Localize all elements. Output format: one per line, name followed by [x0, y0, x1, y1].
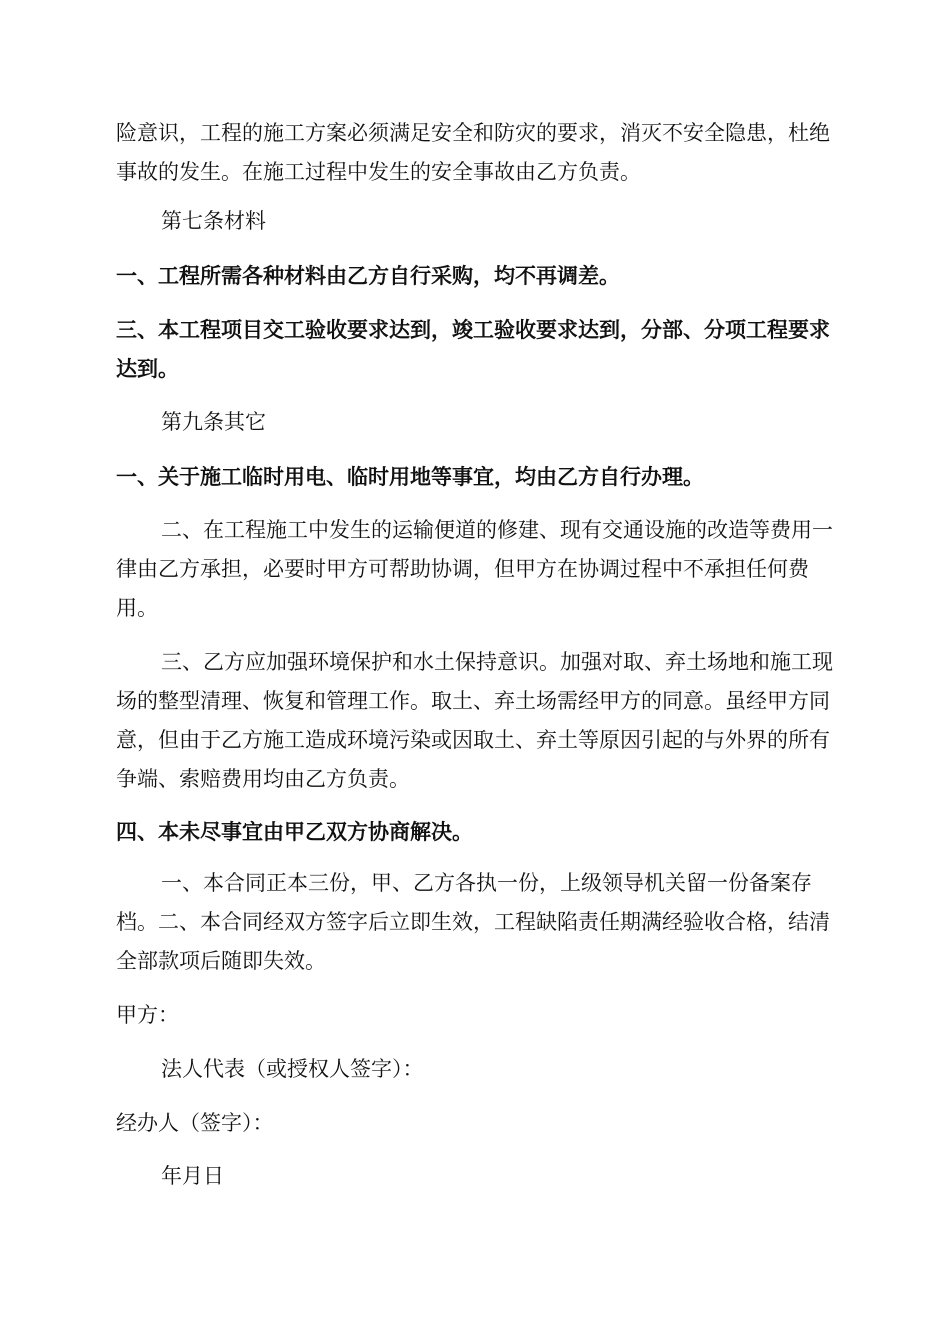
article-9-title: 第九条其它 [161, 410, 266, 434]
article-9-item-1: 一、关于施工临时用电、临时用地等事宜，均由乙方自行办理。 [116, 465, 704, 489]
article-9-item-3: 三、乙方应加强环境保护和水土保持意识。加强对取、弃土场地和施工现场的整型清理、恢复和管理工作。取土、弃土场需经甲方的同意。虽经甲方同意，但由于乙方施工造成环境污染或因取土、弃土等原因引起的与外界的所有争端、索赔费用均由乙方负责。 [116, 650, 833, 791]
article-8-item-3: 三、本工程项目交工验收要求达到，竣工验收要求达到，分部、分项工程要求达到。 [116, 318, 830, 381]
article-7-title: 第七条材料 [161, 209, 266, 233]
final-clause: 一、本合同正本三份，甲、乙方各执一份，上级领导机关留一份备案存档。二、本合同经双方签字后立即生效，工程缺陷责任期满经验收合格，结清全部款项后随即失效。 [116, 871, 830, 973]
party-a-label: 甲方： [116, 1003, 179, 1027]
article-9-item-4: 四、本未尽事宜由甲乙双方协商解决。 [116, 820, 473, 844]
handler-label: 经办人（签字）： [116, 1111, 274, 1135]
article-7-item-1: 一、工程所需各种材料由乙方自行采购，均不再调差。 [116, 264, 620, 288]
legal-representative-label: 法人代表（或授权人签字）： [161, 1057, 424, 1081]
paragraph-safety: 险意识，工程的施工方案必须满足安全和防灾的要求，消灭不安全隐患，杜绝事故的发生。在施工过程中发生的安全事故由乙方负责。 [116, 121, 830, 184]
date-label: 年月日 [161, 1164, 224, 1188]
article-9-item-2: 二、在工程施工中发生的运输便道的修建、现有交通设施的改造等费用一律由乙方承担，必要时甲方可帮助协调，但甲方在协调过程中不承担任何费用。 [116, 518, 833, 620]
